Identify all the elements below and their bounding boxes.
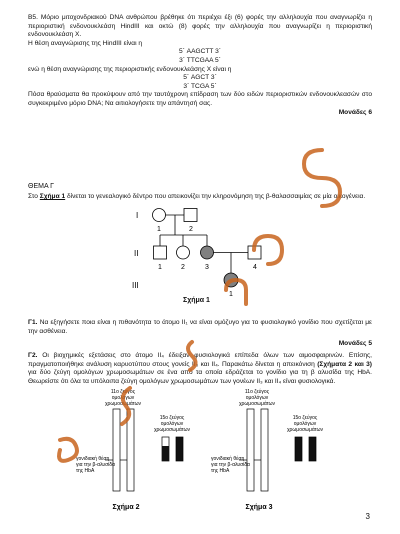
fig3-pair15-label-2: ομολόγων xyxy=(293,421,317,427)
fig3-chr15-a xyxy=(295,437,302,461)
fig2-chr15-b xyxy=(176,437,183,461)
hind-seq-bottom: 3΄ TTCGAA 5΄ xyxy=(179,56,221,64)
question-g2 xyxy=(28,352,372,386)
x-seq-bottom: 3΄ TCGA 5΄ xyxy=(183,82,217,90)
g2-text-b: για δύο ζεύγη ομολόγων χρωμοσωμάτων σε ένα από τα οποία εδράζεται το γονίδιο για τη β αλυσίδα της HbA. Θεωρείστε ότι όλα τα υπόλοιπα ζεύγη ομολόγων χρωμοσωμάτων των γονέων ΙΙ₃ και ΙΙ₄ είναι φυσιολογικά. xyxy=(28,369,372,385)
fig2-locus-label-3: της HbA xyxy=(76,468,95,474)
g1-text: Να εξηγήσετε ποια είναι η πιθανότητα το άτομο ΙΙ₁ να είναι ομόζυγο για το φυσιολογικό γονίδιο που σχετίζεται με την ασθένεια. xyxy=(28,319,372,335)
fig2-pair11-label-2: ομολόγων xyxy=(111,395,135,401)
b5-x-line: ενώ η θέση αναγνώρισης της περιοριστικής ενδονουκλεάσης Χ είναι η xyxy=(28,65,232,73)
g2-label: Γ2. xyxy=(28,352,38,359)
chromosome-figures xyxy=(0,384,400,534)
gen1-male xyxy=(184,209,197,222)
x-seq-top: 5΄ AGCT 3΄ xyxy=(183,74,217,82)
gen3-affected-female-1 xyxy=(224,273,238,287)
fig2-pair15-label-3: χρωμοσωμάτων xyxy=(153,427,191,433)
fig3-chr11-a xyxy=(247,409,254,491)
fig3-locus-label-3: της HbA xyxy=(211,468,230,474)
hind-seq-top: 5΄ AAGCTT 3΄ xyxy=(178,48,221,56)
figure3-caption: Σχήμα 3 xyxy=(245,504,273,511)
fig2-pair15-label-1: 15ο ζεύγος xyxy=(159,415,185,421)
gen2-num-2: 2 xyxy=(181,264,185,271)
figure2-caption: Σχήμα 2 xyxy=(112,504,140,511)
gen-label-1: I xyxy=(136,211,139,220)
intro-post: δίνεται το γενεαλογικό δέντρο που απεικονίζει την κληρονόμηση της β-θαλασσαιμίας σε μία οικογένεια. xyxy=(65,193,366,200)
gen-label-2: II xyxy=(134,249,139,258)
fig2-chr11-b xyxy=(127,409,134,491)
gen-label-3: III xyxy=(132,281,139,290)
gen1-female xyxy=(153,209,166,222)
g1-marks: Μονάδες 5 xyxy=(338,340,372,348)
fig2-locus-label-2: για την β-αλυσίδα xyxy=(76,462,115,468)
b5-hind-line: Η θέση αναγνώρισης της HindIII είναι η xyxy=(28,39,143,47)
gen3-num-1: 1 xyxy=(229,291,233,298)
gen2-num-4: 4 xyxy=(253,264,257,271)
gen2-female-2 xyxy=(177,246,190,259)
fig3-pair11-label-3: χρωμοσωμάτων xyxy=(238,401,276,407)
gen2-affected-female-3 xyxy=(201,246,214,259)
fig3-chr11-b xyxy=(261,409,268,491)
fig2-pair11-label-1: 11ο ζεύγος xyxy=(110,389,136,395)
figure-2 xyxy=(76,388,191,511)
intro-pre: Στο xyxy=(28,193,40,200)
gen1-num-1: 1 xyxy=(157,226,161,233)
fig3-locus-label-1: γονιδιακή θέση xyxy=(211,456,245,462)
gen2-male-1 xyxy=(154,246,167,259)
fig3-pair11-label-1: 11ο ζεύγος xyxy=(244,389,270,395)
question-b5 xyxy=(28,14,372,117)
g1-label: Γ1. xyxy=(28,319,38,326)
g2-text-a: Οι βιοχημικές εξετάσεις στο άτομο ΙΙ₄ έδειξαν φυσιολογικά επίπεδα όλων των αιμοσφαιρινών. Επίσης, πραγματοποιήθηκε ανάλυση καρυοτύπου στους γονείς ΙΙ₃ και ΙΙ₄. Παρακάτω δίνεται η απεικόνιση xyxy=(28,352,372,368)
g2-figure-ref: (Σχήματα 2 και 3) xyxy=(317,360,372,368)
fig3-pair15-label-3: χρωμοσωμάτων xyxy=(286,427,324,433)
fig3-pair15-label-1: 15ο ζεύγος xyxy=(292,415,318,421)
pedigree-chart xyxy=(0,200,400,310)
fig3-locus-label-2: για την β-αλυσίδα xyxy=(211,462,250,468)
fig2-chr11-a xyxy=(113,409,120,491)
fig2-locus-label-1: γονιδιακή θέση xyxy=(76,456,110,462)
b5-question: Πόσα θραύσματα θα προκύψουν από την ταυτόχρονη επίδραση των δύο ειδών περιοριστικών ενδονουκλεασών στο συγκεκριμένο μόριο DNA; Να αιτιολογήσετε την απάντησή σας. xyxy=(28,91,372,107)
fig3-chr15-b xyxy=(309,437,316,461)
figure-3 xyxy=(211,388,324,511)
gen2-num-1: 1 xyxy=(158,264,162,271)
section-title: ΘΕΜΑ Γ xyxy=(28,183,55,190)
gen1-num-2: 2 xyxy=(189,226,193,233)
fig2-pair11-label-3: χρωμοσωμάτων xyxy=(104,401,142,407)
intro-figure-ref: Σχήμα 1 xyxy=(39,193,66,200)
b5-intro: Β5. Μόριο μιτοχονδριακού DNA ανθρώπου βρέθηκε ότι περιέχει έξι (6) φορές την αλληλουχία που αναγνωρίζει η περιοριστική ενδονουκλεάση HindIII και οκτώ (8) φορές την αλληλουχία που αναγνωρίζει η περιοριστική ενδονουκλεάση Χ. xyxy=(28,14,372,39)
fig2-pair15-label-2: ομολόγων xyxy=(160,421,184,427)
fig3-pair11-label-2: ομολόγων xyxy=(245,395,269,401)
gen2-male-4 xyxy=(248,246,261,259)
figure1-caption: Σχήμα 1 xyxy=(183,297,210,304)
question-g1 xyxy=(28,319,372,349)
gen2-num-3: 3 xyxy=(205,264,209,271)
b5-marks: Μονάδες 6 xyxy=(338,108,372,116)
page-number: 3 xyxy=(365,512,370,521)
